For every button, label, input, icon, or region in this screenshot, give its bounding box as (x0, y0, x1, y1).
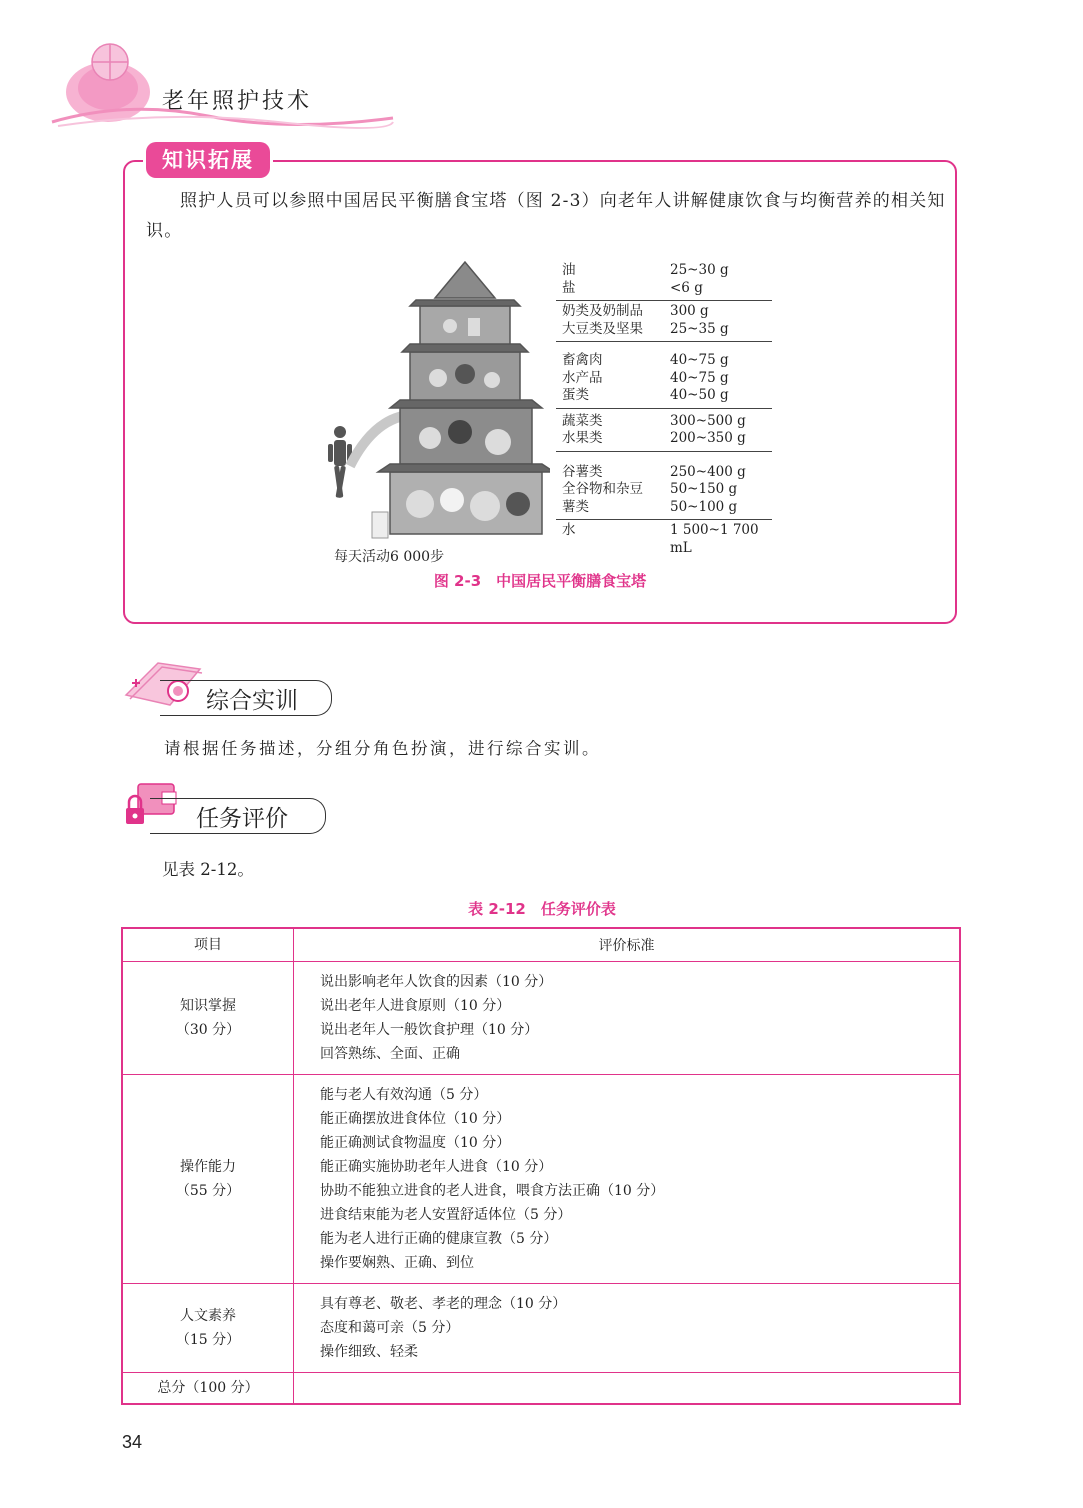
food-item (562, 303, 772, 321)
food-amount: 50~100 g (670, 498, 738, 515)
food-pyramid-illustration (320, 256, 550, 546)
item-cell (122, 962, 294, 1075)
food-amount-table (556, 260, 772, 560)
criterion: 操作要娴熟、正确、到位 (320, 1255, 474, 1271)
food-item (562, 499, 772, 517)
food-name: 水 (562, 522, 576, 538)
criterion: 说出影响老年人饮食的因素（10 分） (320, 974, 553, 990)
food-group (556, 409, 772, 452)
food-item (562, 321, 772, 339)
criteria-cell (294, 962, 961, 1075)
food-name: 蛋类 (562, 387, 589, 403)
criterion: 操作细致、轻柔 (320, 1344, 418, 1360)
knowledge-paragraph: 照护人员可以参照中国居民平衡膳食宝塔（图 2-3）向老年人讲解健康饮食与均衡营养的相关知识。 (146, 191, 946, 241)
evaluation-title: 任务评价 (196, 806, 288, 832)
food-item (562, 352, 772, 370)
item-name: 人文素养 (180, 1308, 236, 1324)
item-score: （15 分） (175, 1332, 241, 1348)
food-item (562, 413, 772, 431)
food-item (562, 430, 772, 448)
total-label: 总分（100 分） (122, 1373, 294, 1405)
criterion: 协助不能独立进食的老人进食，喂食方法正确（10 分） (320, 1183, 665, 1199)
evaluation-table (121, 927, 961, 1405)
criterion: 具有尊老、敬老、孝老的理念（10 分） (320, 1296, 567, 1312)
food-group (556, 342, 772, 409)
food-amount: <6 g (670, 279, 703, 296)
food-amount: 300 g (670, 303, 709, 319)
training-text: 请根据任务描述，分组分角色扮演，进行综合实训。 (164, 739, 601, 758)
criteria-cell (294, 1284, 961, 1373)
table-total-row (122, 1373, 960, 1405)
item-cell (122, 1284, 294, 1373)
food-item (562, 464, 772, 482)
food-amount: 40~75 g (670, 369, 729, 386)
page-number: 34 (122, 1432, 143, 1452)
food-name: 油 (562, 262, 576, 278)
food-amount: 25~35 g (670, 320, 729, 337)
criterion: 能正确实施协助老年人进食（10 分） (320, 1159, 553, 1175)
criterion: 回答熟练、全面、正确 (320, 1046, 460, 1062)
criterion: 态度和蔼可亲（5 分） (320, 1320, 460, 1336)
item-name: 操作能力 (180, 1159, 236, 1175)
item-name: 知识掌握 (180, 998, 236, 1014)
book-title: 老年照护技术 (162, 89, 313, 114)
table-row (122, 1075, 960, 1284)
food-name: 盐 (562, 279, 576, 296)
food-amount: 250~400 g (670, 463, 746, 480)
food-name: 大豆类及坚果 (562, 320, 643, 337)
food-name: 水产品 (562, 369, 603, 386)
table-caption: 表 2-12 任务评价表 (468, 900, 616, 918)
food-name: 谷薯类 (562, 463, 603, 480)
food-item (562, 280, 772, 298)
criterion: 能与老人有效沟通（5 分） (320, 1087, 488, 1103)
food-amount: 40~75 g (670, 352, 729, 368)
knowledge-tag: 知识拓展 (146, 142, 270, 178)
food-amount: 40~50 g (670, 387, 729, 403)
food-amount: 1 500~1 700 mL (670, 522, 759, 556)
food-item (562, 262, 772, 280)
food-item (562, 481, 772, 499)
food-group (556, 301, 772, 342)
food-group (556, 452, 772, 521)
food-item (562, 387, 772, 405)
criterion: 说出老年人一般饮食护理（10 分） (320, 1022, 539, 1038)
food-name: 畜禽肉 (562, 352, 603, 368)
food-amount: 50~150 g (670, 481, 738, 497)
criterion: 能为老人进行正确的健康宣教（5 分） (320, 1231, 558, 1247)
food-name: 蔬菜类 (562, 412, 603, 429)
item-cell (122, 1075, 294, 1284)
criterion: 能正确测试食物温度（10 分） (320, 1135, 511, 1151)
criterion: 进食结束能为老人安置舒适体位（5 分） (320, 1207, 572, 1223)
criterion: 能正确摆放进食体位（10 分） (320, 1111, 511, 1127)
food-name: 奶类及奶制品 (562, 303, 643, 319)
header-item: 项目 (122, 928, 294, 962)
table-header-row (122, 928, 960, 962)
food-amount: 300~500 g (670, 412, 746, 429)
food-amount: 200~350 g (670, 430, 746, 446)
food-item (562, 522, 772, 557)
food-amount: 25~30 g (670, 262, 729, 278)
pyramid-tiers (378, 262, 550, 534)
total-value-cell (294, 1373, 961, 1405)
food-group (556, 260, 772, 301)
food-item (562, 370, 772, 388)
criterion: 说出老年人进食原则（10 分） (320, 998, 511, 1014)
item-score: （55 分） (175, 1183, 241, 1199)
criteria-cell (294, 1075, 961, 1284)
table-row (122, 962, 960, 1075)
figure-caption: 图 2-3 中国居民平衡膳食宝塔 (433, 572, 647, 590)
food-name: 薯类 (562, 498, 589, 515)
evaluation-text: 见表 2-12。 (162, 860, 254, 879)
table-row (122, 1284, 960, 1373)
activity-caption: 每天活动6 000步 (334, 549, 445, 565)
header-criteria: 评价标准 (294, 928, 961, 962)
food-group (556, 520, 772, 560)
training-title: 综合实训 (206, 688, 298, 714)
food-name: 全谷物和杂豆 (562, 481, 643, 497)
item-score: （30 分） (175, 1022, 241, 1038)
food-name: 水果类 (562, 430, 603, 446)
header-decoration (48, 30, 398, 130)
